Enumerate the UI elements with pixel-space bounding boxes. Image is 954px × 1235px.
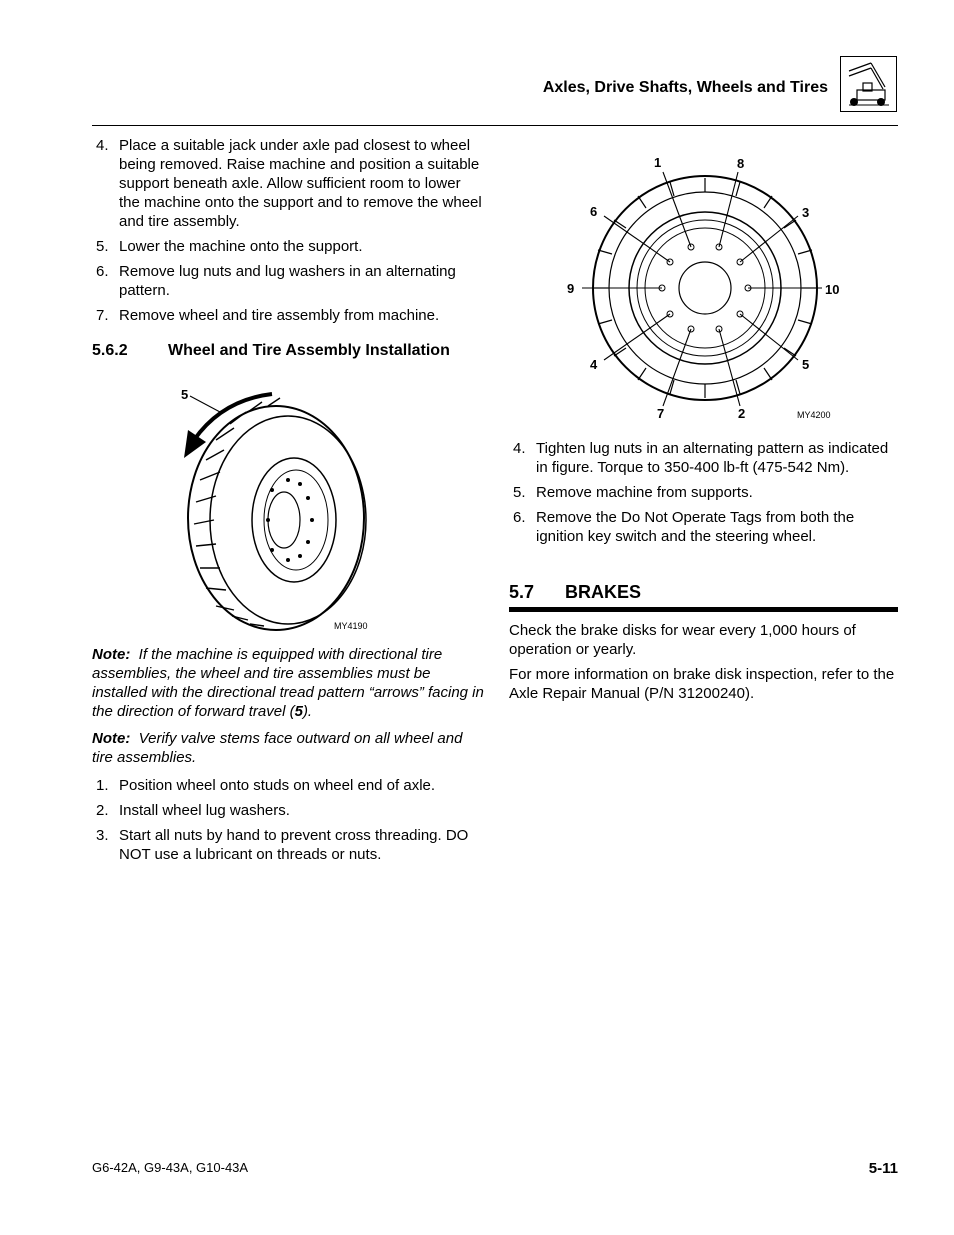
- figure-code: MY4190: [334, 621, 368, 631]
- lug-label-5: 5: [802, 357, 810, 372]
- header-divider: [92, 125, 898, 126]
- list-item: 6. Remove lug nuts and lug washers in an alternating pattern.: [96, 263, 456, 299]
- lug-label-8: 8: [737, 156, 745, 171]
- installation-steps-list: [92, 776, 484, 870]
- page-number: 5-11: [868, 1160, 898, 1177]
- removal-steps-list: [92, 136, 484, 331]
- list-item: 6. Remove the Do Not Operate Tags from both the ignition key switch and the steering wheel.: [513, 509, 855, 545]
- list-item: 5. Lower the machine onto the support.: [96, 238, 363, 255]
- section-heading-brakes: 5.7 BRAKES: [509, 582, 642, 602]
- list-item: 3. Start all nuts by hand to prevent cross threading. DO NOT use a lubricant on threads or nuts.: [96, 827, 469, 863]
- list-item: 1. Position wheel onto studs on wheel end of axle.: [96, 777, 436, 794]
- lug-label-9: 9: [567, 281, 575, 296]
- final-steps-list: [509, 439, 899, 552]
- lug-label-2: 2: [738, 406, 746, 421]
- lug-label-6: 6: [590, 204, 598, 219]
- figure-code: MY4200: [797, 410, 831, 420]
- brakes-paragraph: For more information on brake disk inspection, refer to the Axle Repair Manual (P/N 31200240).: [509, 666, 895, 702]
- page-header-title: Axles, Drive Shafts, Wheels and Tires: [542, 79, 828, 96]
- brakes-paragraph: Check the brake disks for wear every 1,000 hours of operation or yearly.: [509, 622, 856, 658]
- subsection-heading: 5.6.2 Wheel and Tire Assembly Installation: [92, 342, 450, 359]
- lug-label-1: 1: [654, 155, 662, 170]
- list-item: 4. Place a suitable jack under axle pad closest to wheel being removed. Raise machine and position a suitable support beneath axle. Allow sufficient room to lower the machine onto the support and to remove the wheel and tire assembly.: [96, 137, 482, 230]
- list-item: 7. Remove wheel and tire assembly from machine.: [96, 307, 440, 324]
- lug-label-7: 7: [657, 406, 665, 421]
- note-directional-tires: Note: If the machine is equipped with directional tire assemblies, the wheel and tire assemblies must be installed with the directional tread pattern “arrows” facing in the direction of forward travel (5).: [92, 646, 484, 720]
- footer-models: G6-42A, G9-43A, G10-43A: [92, 1160, 249, 1175]
- note-valve-stems: Note: Verify valve stems face outward on all wheel and tire assemblies.: [92, 730, 463, 766]
- list-item: 5. Remove machine from supports.: [513, 484, 753, 501]
- lug-label-10: 10: [825, 282, 840, 297]
- list-item: 2. Install wheel lug washers.: [96, 802, 290, 819]
- telehandler-icon: [840, 56, 897, 112]
- section-divider: [509, 607, 898, 612]
- figure-callout-5: 5: [181, 387, 189, 402]
- list-item: 4. Tighten lug nuts in an alternating pattern as indicated in figure. Torque to 350-400 lb-ft (475-542 Nm).: [513, 440, 889, 476]
- tire-installation-figure: [176, 380, 396, 635]
- lug-pattern-figure: [560, 150, 850, 425]
- lug-label-3: 3: [802, 205, 810, 220]
- lug-label-4: 4: [590, 357, 598, 372]
